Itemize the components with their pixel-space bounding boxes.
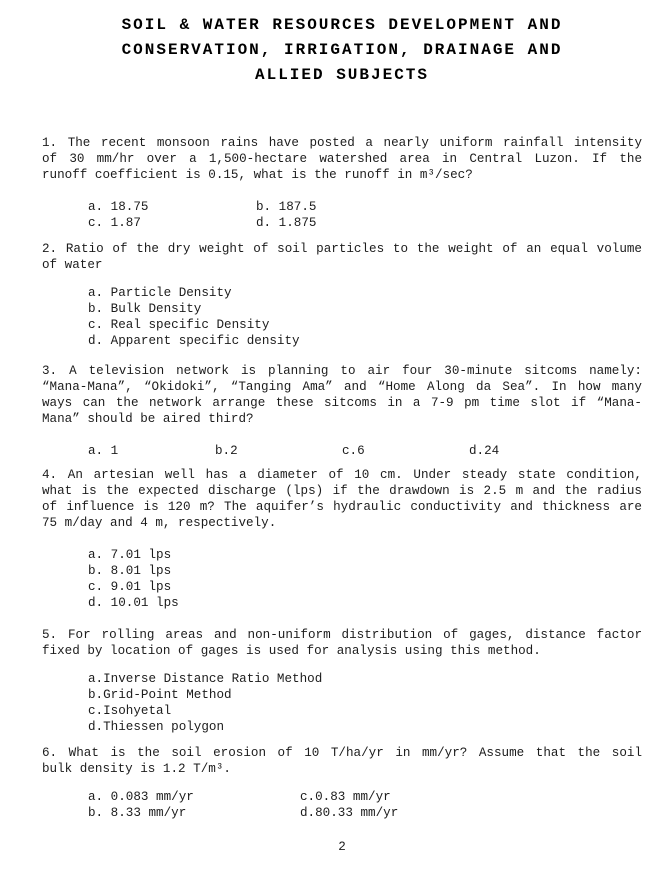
question-block — [42, 467, 642, 611]
document-content — [42, 13, 642, 855]
answer-option: c.6 — [342, 444, 365, 458]
question-text — [42, 135, 642, 183]
answer-option: b.Grid-Point Method — [88, 688, 232, 702]
question-block — [42, 241, 642, 349]
option-row — [88, 579, 642, 595]
option-row — [88, 671, 642, 687]
question-text-line: bulk density is 1.2 T/m³. — [42, 762, 231, 776]
questions — [42, 135, 642, 821]
question-text-line: 2. Ratio of the dry weight of soil particles to the weight of an equal volume — [42, 242, 642, 256]
question-block — [42, 363, 642, 459]
answer-options — [42, 671, 642, 735]
question-block — [42, 745, 642, 821]
answer-options — [42, 789, 642, 821]
answer-option: a. 7.01 lps — [88, 548, 172, 562]
option-row — [88, 199, 642, 215]
question-text-line: 4. An artesian well has a diameter of 10 cm. Under steady state condition, — [42, 468, 642, 482]
answer-option: a. Particle Density — [88, 286, 232, 300]
question-text-line: 1. The recent monsoon rains have posted a nearly uniform rainfall intensity — [42, 136, 642, 150]
question-text-line: of 30 mm/hr over a 1,500-hectare watershed area in Central Luzon. If the — [42, 152, 642, 166]
answer-options — [42, 443, 642, 459]
option-row — [88, 285, 642, 301]
answer-option: d.80.33 mm/yr — [300, 806, 399, 820]
question-text-line: Mana” should be aired third? — [42, 412, 254, 426]
answer-option: c.0.83 mm/yr — [300, 790, 391, 804]
question-text-line: fixed by location of gages is used for analysis using this method. — [42, 644, 541, 658]
answer-option: d. Apparent specific density — [88, 334, 300, 348]
answer-options — [42, 199, 642, 231]
question-text — [42, 745, 642, 777]
answer-options — [42, 547, 642, 611]
answer-options — [42, 285, 642, 349]
answer-option: d.Thiessen polygon — [88, 720, 225, 734]
title-line: SOIL & WATER RESOURCES DEVELOPMENT AND — [121, 16, 563, 34]
question-text — [42, 363, 642, 427]
question-text-line: of water — [42, 258, 103, 272]
question-text-line: what is the expected discharge (lps) if the drawdown is 2.5 m and the radius — [42, 484, 642, 498]
document-title — [42, 13, 642, 88]
option-row — [88, 703, 642, 719]
page-number: 2 — [338, 840, 346, 854]
option-row — [88, 301, 642, 317]
answer-option: b. 8.01 lps — [88, 564, 172, 578]
answer-option: c. Real specific Density — [88, 318, 270, 332]
question-text-line: 6. What is the soil erosion of 10 T/ha/yr in mm/yr? Assume that the soil — [42, 746, 642, 760]
question-text — [42, 467, 642, 531]
answer-option: d.24 — [469, 444, 500, 458]
answer-option: a. 18.75 — [88, 200, 149, 214]
question-text-line: 75 m/day and 4 m, respectively. — [42, 516, 277, 530]
option-row — [88, 333, 642, 349]
option-row — [88, 443, 642, 459]
option-row — [88, 789, 642, 805]
answer-option: a. 1 — [88, 444, 119, 458]
option-row — [88, 805, 642, 821]
option-row — [88, 547, 642, 563]
title-line: CONSERVATION, IRRIGATION, DRAINAGE AND — [121, 41, 563, 59]
option-row — [88, 563, 642, 579]
question-block — [42, 627, 642, 735]
answer-option: b. Bulk Density — [88, 302, 202, 316]
question-text — [42, 627, 642, 659]
question-text-line: “Mana-Mana”, “Okidoki”, “Tanging Ama” and “Home Along da Sea”. In how many — [42, 380, 642, 394]
question-text-line: 3. A television network is planning to air four 30-minute sitcoms namely: — [42, 364, 642, 378]
option-row — [88, 687, 642, 703]
title-line: ALLIED SUBJECTS — [254, 66, 430, 84]
answer-option: c.Isohyetal — [88, 704, 172, 718]
answer-option: c. 9.01 lps — [88, 580, 172, 594]
option-row — [88, 719, 642, 735]
option-row — [88, 595, 642, 611]
question-text-line: of influence is 120 m? The aquifer’s hydraulic conductivity and thickness are — [42, 500, 642, 514]
option-row — [88, 317, 642, 333]
answer-option: b. 187.5 — [256, 200, 317, 214]
answer-option: d. 1.875 — [256, 216, 317, 230]
question-text-line: ways can the network arrange these sitcoms in a 7-9 pm time slot if “Mana- — [42, 396, 642, 410]
question-text-line: runoff coefficient is 0.15, what is the runoff in m³/sec? — [42, 168, 473, 182]
answer-option: a.Inverse Distance Ratio Method — [88, 672, 323, 686]
option-row — [88, 215, 642, 231]
answer-option: d. 10.01 lps — [88, 596, 179, 610]
answer-option: c. 1.87 — [88, 216, 141, 230]
answer-option: b.2 — [215, 444, 238, 458]
answer-option: b. 8.33 mm/yr — [88, 806, 187, 820]
question-text-line: 5. For rolling areas and non-uniform distribution of gages, distance factor — [42, 628, 642, 642]
question-text — [42, 241, 642, 273]
question-block — [42, 135, 642, 231]
answer-option: a. 0.083 mm/yr — [88, 790, 194, 804]
